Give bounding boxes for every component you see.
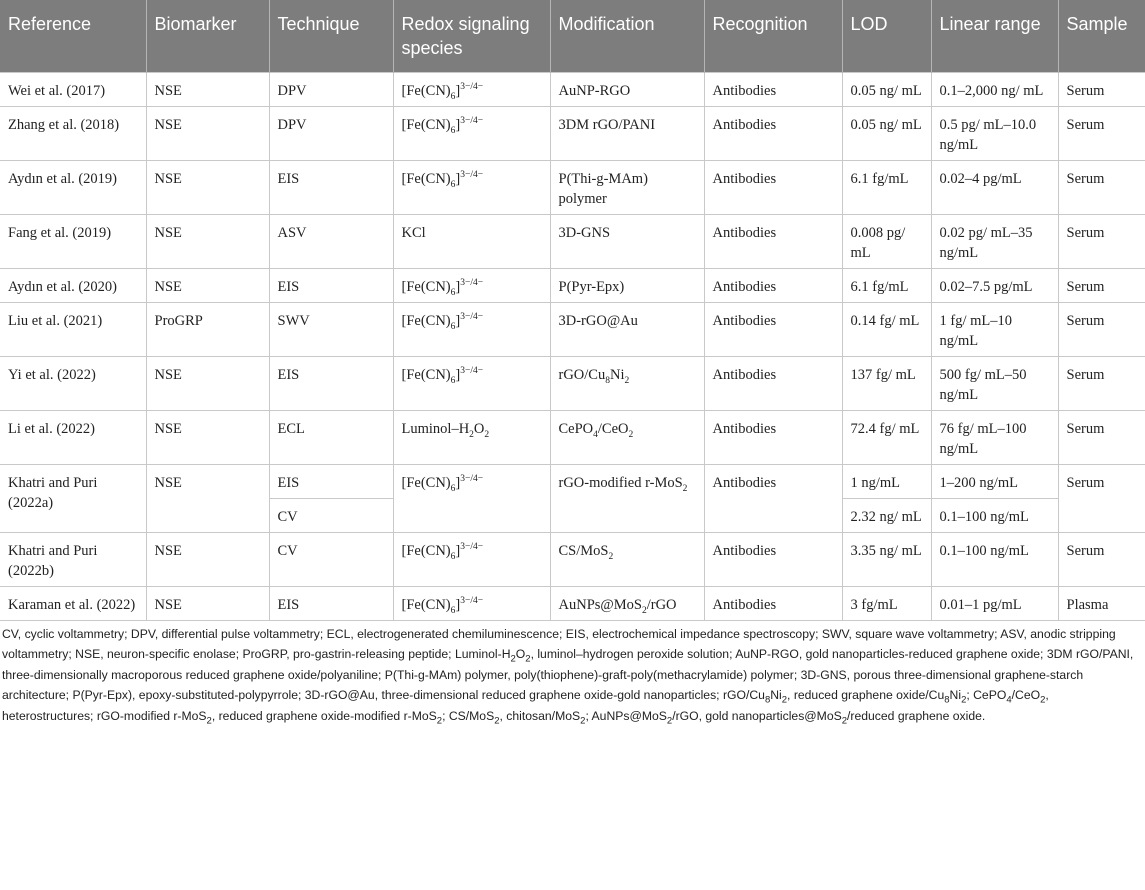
cell-sample: Serum [1058,160,1145,214]
cell-linear-range: 0.02 pg/ mL–35 ng/mL [931,214,1058,268]
header-technique: Technique [269,0,393,72]
cell-modification: 3DM rGO/PANI [550,106,704,160]
cell-recognition: Antibodies [704,302,842,356]
cell-reference: Zhang et al. (2018) [0,106,146,160]
table-row [0,532,1145,586]
cell-lod: 6.1 fg/mL [842,160,931,214]
cell-reference: Fang et al. (2019) [0,214,146,268]
cell-lod: 0.05 ng/ mL [842,72,931,106]
cell-linear-range: 0.5 pg/ mL–10.0 ng/mL [931,106,1058,160]
cell-lod: 1 ng/mL [842,464,931,498]
header-sample: Sample [1058,0,1145,72]
cell-redox-species: $[Fe(CN)_6]^{3-/4-}$ [393,106,550,160]
cell-biomarker: NSE [146,356,269,410]
cell-reference: Aydın et al. (2020) [0,268,146,302]
cell-modification: rGO/$Cu_8Ni_2$ [550,356,704,410]
cell-reference: Yi et al. (2022) [0,356,146,410]
cell-linear-range: 0.1–100 ng/mL [931,498,1058,532]
table-footnote: CV, cyclic voltammetry; DPV, differential pulse voltammetry; ECL, electrogenerated chemiluminescence; EIS, electrochemical impedance spectroscopy; SWV, square wave voltammetry; ASV, anodic stripping voltammetry; NSE, neuron-specific enolase; ProGRP, pro-gastrin-releasing peptide; Luminol-$H_2O_2$, luminol–hydrogen peroxide solution; AuNP-RGO, gold nanoparticles-reduced graphene oxide; 3DM rGO/PANI, three-dimensionally macroporous reduced graphene oxide/polyaniline; P(Thi-g-MAm) polymer, poly(thiophene)-graft-poly(methacrylamide) polymer; 3D-GNS, porous three-dimensional graphene-starch architecture; P(Pyr-Epx), epoxy-substituted-polypyrrole; 3D-rGO@Au, three-dimensional reduced graphene oxide-gold nanoparticles; rGO/$Cu_8Ni_2$, reduced graphene oxide/$Cu_8Ni_2$; CePO$_4$/CeO$_2$, heterostructures; rGO-modified r-MoS$_2$, reduced graphene oxide-modified r-MoS$_2$; CS/MoS$_2$, chitosan/MoS$_2$; AuNPs@MoS$_2$/rGO, gold nanoparticles@MoS$_2$/reduced graphene oxide. [2,626,1134,726]
table-row [0,586,1145,620]
cell-redox-species: $[Fe(CN)_6]^{3-/4-}$ [393,302,550,356]
cell-biomarker: NSE [146,72,269,106]
cell-recognition: Antibodies [704,72,842,106]
cell-lod: 72.4 fg/ mL [842,410,931,464]
cell-recognition: Antibodies [704,160,842,214]
cell-lod: 0.05 ng/ mL [842,106,931,160]
table-row [0,356,1145,410]
cell-sample: Serum [1058,410,1145,464]
cell-technique: EIS [269,160,393,214]
cell-reference: Khatri and Puri (2022a) [0,464,146,532]
cell-reference: Aydın et al. (2019) [0,160,146,214]
cell-biomarker: NSE [146,268,269,302]
cell-redox-species: $[Fe(CN)_6]^{3-/4-}$ [393,268,550,302]
cell-technique: ECL [269,410,393,464]
cell-modification: CS/MoS$_2$ [550,532,704,586]
cell-recognition: Antibodies [704,106,842,160]
header-recognition: Recognition [704,0,842,72]
cell-recognition: Antibodies [704,410,842,464]
cell-linear-range: 0.1–2,000 ng/ mL [931,72,1058,106]
cell-sample: Serum [1058,356,1145,410]
cell-lod: 3.35 ng/ mL [842,532,931,586]
table-row [0,160,1145,214]
header-modification: Modification [550,0,704,72]
header-lod: LOD [842,0,931,72]
cell-modification: AuNP-RGO [550,72,704,106]
cell-recognition: Antibodies [704,532,842,586]
cell-sample: Serum [1058,302,1145,356]
cell-recognition: Antibodies [704,464,842,532]
cell-lod: 3 fg/mL [842,586,931,620]
cell-redox-species: $[Fe(CN)_6]^{3-/4-}$ [393,586,550,620]
cell-reference: Karaman et al. (2022) [0,586,146,620]
header-redox-species: Redox signaling species [393,0,550,72]
cell-technique: EIS [269,356,393,410]
header-reference: Reference [0,0,146,72]
cell-lod: 0.14 fg/ mL [842,302,931,356]
header-biomarker: Biomarker [146,0,269,72]
cell-linear-range: 500 fg/ mL–50 ng/mL [931,356,1058,410]
cell-technique: SWV [269,302,393,356]
cell-technique: DPV [269,72,393,106]
cell-technique: EIS [269,586,393,620]
cell-modification: CePO$_4$/CeO$_2$ [550,410,704,464]
cell-biomarker: ProGRP [146,302,269,356]
table-row [0,214,1145,268]
cell-technique: CV [269,498,393,532]
table-row [0,106,1145,160]
cell-modification: P(Thi-g-MAm) polymer [550,160,704,214]
cell-modification: AuNPs@MoS$_2$/rGO [550,586,704,620]
table-row [0,268,1145,302]
cell-sample: Serum [1058,214,1145,268]
cell-sample: Serum [1058,106,1145,160]
cell-reference: Khatri and Puri (2022b) [0,532,146,586]
header-row [0,0,1145,72]
cell-lod: 6.1 fg/mL [842,268,931,302]
cell-recognition: Antibodies [704,268,842,302]
cell-recognition: Antibodies [704,356,842,410]
cell-biomarker: NSE [146,106,269,160]
cell-modification: 3D-rGO@Au [550,302,704,356]
cell-linear-range: 0.1–100 ng/mL [931,532,1058,586]
cell-sample: Serum [1058,464,1145,532]
cell-biomarker: NSE [146,214,269,268]
cell-lod: 2.32 ng/ mL [842,498,931,532]
cell-linear-range: 1–200 ng/mL [931,464,1058,498]
cell-redox-species: $[Fe(CN)_6]^{3-/4-}$ [393,72,550,106]
cell-sample: Serum [1058,268,1145,302]
cell-technique: EIS [269,268,393,302]
cell-linear-range: 0.02–7.5 pg/mL [931,268,1058,302]
cell-technique: ASV [269,214,393,268]
cell-linear-range: 0.01–1 pg/mL [931,586,1058,620]
cell-recognition: Antibodies [704,586,842,620]
cell-lod: 0.008 pg/ mL [842,214,931,268]
header-linear-range: Linear range [931,0,1058,72]
cell-technique: EIS [269,464,393,498]
cell-technique: CV [269,532,393,586]
cell-redox-species: KCl [393,214,550,268]
cell-sample: Plasma [1058,586,1145,620]
cell-modification: rGO-modified r-MoS$_2$ [550,464,704,532]
cell-biomarker: NSE [146,532,269,586]
cell-linear-range: 0.02–4 pg/mL [931,160,1058,214]
table-row [0,72,1145,106]
cell-biomarker: NSE [146,464,269,532]
cell-redox-species: $[Fe(CN)_6]^{3-/4-}$ [393,464,550,532]
cell-sample: Serum [1058,72,1145,106]
cell-recognition: Antibodies [704,214,842,268]
table-row [0,410,1145,464]
cell-modification: P(Pyr-Epx) [550,268,704,302]
cell-modification: 3D-GNS [550,214,704,268]
cell-biomarker: NSE [146,160,269,214]
table-row [0,302,1145,356]
cell-reference: Li et al. (2022) [0,410,146,464]
cell-biomarker: NSE [146,586,269,620]
cell-technique: DPV [269,106,393,160]
cell-reference: Wei et al. (2017) [0,72,146,106]
cell-lod: 137 fg/ mL [842,356,931,410]
cell-linear-range: 76 fg/ mL–100 ng/mL [931,410,1058,464]
cell-redox-species: Luminol–$H_2O_2$ [393,410,550,464]
table-row [0,464,1145,498]
cell-linear-range: 1 fg/ mL–10 ng/mL [931,302,1058,356]
cell-redox-species: $[Fe(CN)_6]^{3-/4-}$ [393,356,550,410]
cell-redox-species: $[Fe(CN)_6]^{3-/4-}$ [393,532,550,586]
cell-redox-species: $[Fe(CN)_6]^{3-/4-}$ [393,160,550,214]
cell-biomarker: NSE [146,410,269,464]
cell-reference: Liu et al. (2021) [0,302,146,356]
cell-sample: Serum [1058,532,1145,586]
